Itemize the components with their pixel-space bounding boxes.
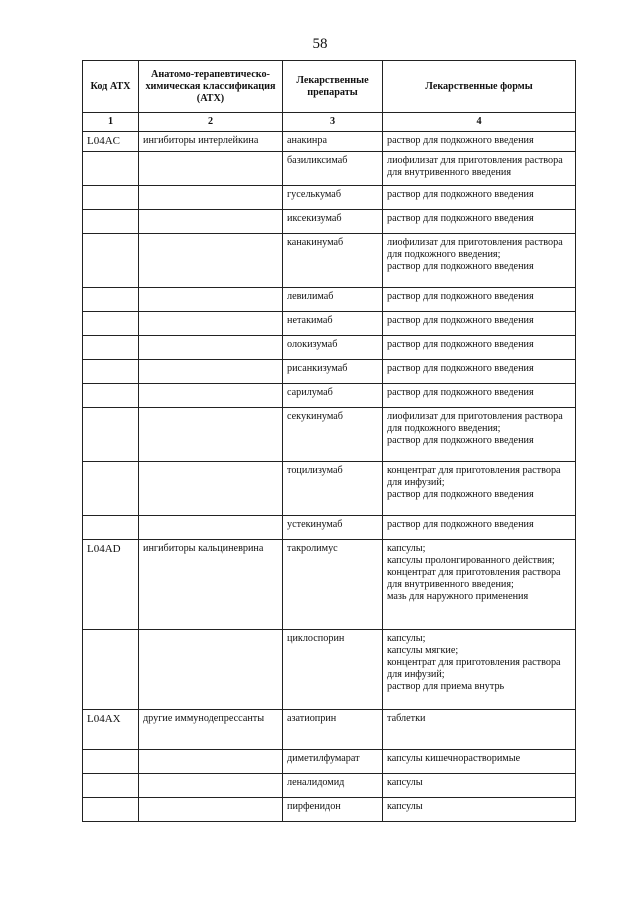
atc-code-cell	[83, 630, 139, 710]
table-row	[83, 750, 576, 774]
dosage-form-cell: капсулы кишечнорастворимые	[383, 750, 576, 774]
header-row	[83, 61, 576, 113]
atc-code-cell	[83, 384, 139, 408]
drug-name-cell: канакинумаб	[283, 234, 383, 288]
atc-code-cell	[83, 152, 139, 186]
atc-code-cell: L04AC	[83, 132, 139, 152]
table-row	[83, 408, 576, 462]
page-number: 58	[312, 36, 328, 52]
dosage-form-cell: раствор для подкожного введения	[383, 516, 576, 540]
atc-class-cell	[139, 152, 283, 186]
table-row	[83, 798, 576, 822]
dosage-form-cell: таблетки	[383, 710, 576, 750]
drug-name-cell: диметилфумарат	[283, 750, 383, 774]
table-row	[83, 210, 576, 234]
table-row	[83, 630, 576, 710]
atc-code-cell	[83, 210, 139, 234]
header-drugs: Лекарственные препараты	[283, 61, 383, 113]
dosage-form-cell: капсулы; капсулы пролонгированного действия; концентрат для приготовления раствора для внутривенного введения; мазь для наружного применения	[383, 540, 576, 630]
atc-class-cell	[139, 234, 283, 288]
atc-class-cell	[139, 312, 283, 336]
drug-name-cell: базиликсимаб	[283, 152, 383, 186]
drug-name-cell: левилимаб	[283, 288, 383, 312]
atc-code-cell	[83, 774, 139, 798]
dosage-form-cell: раствор для подкожного введения	[383, 288, 576, 312]
drug-name-cell: олокизумаб	[283, 336, 383, 360]
dosage-form-cell: раствор для подкожного введения	[383, 384, 576, 408]
atc-code-cell: L04AX	[83, 710, 139, 750]
column-number: 2	[139, 113, 283, 132]
dosage-form-cell: раствор для подкожного введения	[383, 336, 576, 360]
dosage-form-cell: раствор для подкожного введения	[383, 186, 576, 210]
drug-name-cell: леналидомид	[283, 774, 383, 798]
drug-name-cell: устекинумаб	[283, 516, 383, 540]
atc-class-cell	[139, 186, 283, 210]
dosage-form-cell: капсулы	[383, 774, 576, 798]
atc-code-cell	[83, 288, 139, 312]
atc-class-cell	[139, 336, 283, 360]
drug-name-cell: иксекизумаб	[283, 210, 383, 234]
drug-name-cell: сарилумаб	[283, 384, 383, 408]
atc-code-cell	[83, 312, 139, 336]
table-row	[83, 186, 576, 210]
atc-class-cell	[139, 288, 283, 312]
dosage-form-cell: капсулы; капсулы мягкие; концентрат для приготовления раствора для инфузий; раствор для приема внутрь	[383, 630, 576, 710]
atc-class-cell	[139, 210, 283, 234]
table-row	[83, 384, 576, 408]
atc-code-cell	[83, 336, 139, 360]
atc-class-cell: другие иммунодепрессанты	[139, 710, 283, 750]
drug-name-cell: анакинра	[283, 132, 383, 152]
table-row	[83, 288, 576, 312]
atc-code-cell	[83, 750, 139, 774]
drug-name-cell: секукинумаб	[283, 408, 383, 462]
drug-name-cell: азатиоприн	[283, 710, 383, 750]
drug-name-cell: пирфенидон	[283, 798, 383, 822]
table-row	[83, 234, 576, 288]
atc-class-cell	[139, 630, 283, 710]
atc-class-cell	[139, 774, 283, 798]
column-number-row	[83, 113, 576, 132]
atc-class-cell	[139, 408, 283, 462]
atc-code-cell: L04AD	[83, 540, 139, 630]
atc-code-cell	[83, 234, 139, 288]
header-atc-code: Код АТХ	[83, 61, 139, 113]
dosage-form-cell: раствор для подкожного введения	[383, 210, 576, 234]
dosage-form-cell: раствор для подкожного введения	[383, 132, 576, 152]
atc-class-cell: ингибиторы интерлейкина	[139, 132, 283, 152]
atc-code-cell	[83, 462, 139, 516]
atc-class-cell	[139, 462, 283, 516]
drug-name-cell: нетакимаб	[283, 312, 383, 336]
table-row	[83, 312, 576, 336]
table-row	[83, 540, 576, 630]
atc-code-cell	[83, 186, 139, 210]
table-row	[83, 710, 576, 750]
table-row	[83, 774, 576, 798]
drug-classification-table	[82, 60, 576, 822]
atc-class-cell	[139, 384, 283, 408]
table-row	[83, 336, 576, 360]
column-number: 1	[83, 113, 139, 132]
table-row	[83, 360, 576, 384]
dosage-form-cell: капсулы	[383, 798, 576, 822]
drug-name-cell: циклоспорин	[283, 630, 383, 710]
table-row	[83, 152, 576, 186]
atc-code-cell	[83, 516, 139, 540]
dosage-form-cell: лиофилизат для приготовления раствора для подкожного введения; раствор для подкожного введения	[383, 408, 576, 462]
column-number: 4	[383, 113, 576, 132]
atc-code-cell	[83, 408, 139, 462]
atc-class-cell	[139, 798, 283, 822]
dosage-form-cell: лиофилизат для приготовления раствора для внутривенного введения	[383, 152, 576, 186]
atc-code-cell	[83, 360, 139, 384]
drug-name-cell: рисанкизумаб	[283, 360, 383, 384]
header-atc-classification: Анатомо-терапевтическо-химическая классификация (АТХ)	[139, 61, 283, 113]
drug-name-cell: тоцилизумаб	[283, 462, 383, 516]
drug-name-cell: такролимус	[283, 540, 383, 630]
dosage-form-cell: раствор для подкожного введения	[383, 360, 576, 384]
atc-class-cell	[139, 750, 283, 774]
atc-class-cell	[139, 360, 283, 384]
drug-name-cell: гуселькумаб	[283, 186, 383, 210]
table-row	[83, 462, 576, 516]
column-number: 3	[283, 113, 383, 132]
table-row	[83, 132, 576, 152]
dosage-form-cell: лиофилизат для приготовления раствора для подкожного введения; раствор для подкожного введения	[383, 234, 576, 288]
table-row	[83, 516, 576, 540]
atc-class-cell: ингибиторы кальциневрина	[139, 540, 283, 630]
atc-code-cell	[83, 798, 139, 822]
dosage-form-cell: концентрат для приготовления раствора для инфузий; раствор для подкожного введения	[383, 462, 576, 516]
dosage-form-cell: раствор для подкожного введения	[383, 312, 576, 336]
header-dosage-forms: Лекарственные формы	[383, 61, 576, 113]
atc-class-cell	[139, 516, 283, 540]
